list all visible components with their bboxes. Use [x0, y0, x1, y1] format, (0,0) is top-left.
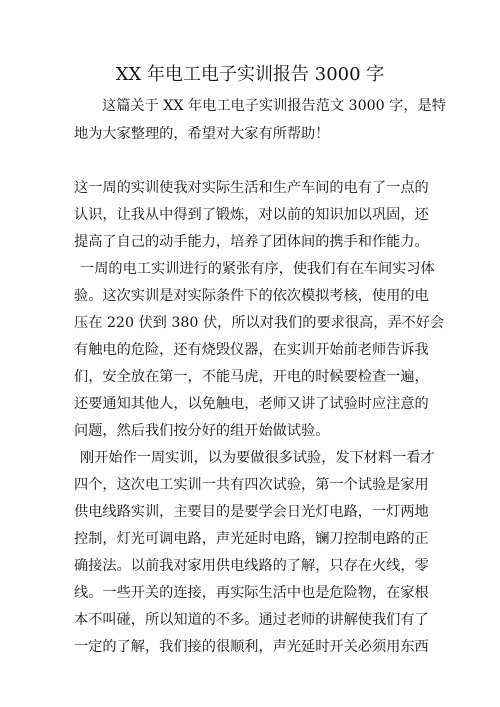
- body-line: 一定的了解，我们接的很顺利，声光延时开关必须用东西: [74, 639, 429, 655]
- body-line: 提高了自己的动手能力，培养了团体间的携手和作能力。: [74, 234, 429, 250]
- body-line: 们，安全放在第一，不能马虎，开电的时候要检查一遍，: [74, 369, 429, 385]
- body-line: 这一周的实训使我对实际生活和生产车间的电有了一点的: [74, 180, 429, 196]
- page-title: XX 年电工电子实训报告 3000 字: [115, 64, 385, 85]
- intro-line: 地为大家整理的，希望对大家有所帮助！: [74, 126, 330, 142]
- body-line: 四个，这次电工实训一共有四次试验，第一个试验是家用: [74, 477, 429, 493]
- body-line: 供电线路实训，主要目的是要学会日光灯电路，一灯两地: [74, 504, 429, 520]
- body-line: 确接法。以前我对家用供电线路的了解，只存在火线，零: [74, 558, 429, 574]
- body-line: 有触电的危险，还有烧毁仪器，在实训开始前老师告诉我: [74, 342, 429, 358]
- body-line: 认识，让我从中得到了锻炼，对以前的知识加以巩固，还: [74, 207, 429, 223]
- body-line: 压在 220 伏到 380 伏，所以对我们的要求很高，弄不好会: [74, 315, 445, 331]
- body-line: 问题，然后我们按分好的组开始做试验。: [74, 423, 330, 439]
- body-line: 线。一些开关的连接，再实际生活中也是危险物，在家根: [74, 585, 429, 601]
- body-line: 控制，灯光可调电路，声光延时电路，镧刀控制电路的正: [74, 531, 429, 547]
- body-line: 刚开始作一周实训，以为要做很多试验，发下材料一看才: [80, 450, 435, 466]
- body-line: 一周的电工实训进行的紧张有序，使我们有在车间实习体: [80, 261, 435, 277]
- body-line: 本不叫碰，所以知道的不多。通过老师的讲解使我们有了: [74, 612, 429, 628]
- intro-line: 这篇关于 XX 年电工电子实训报告范文 3000 字，是特: [102, 98, 446, 114]
- body-line: 还要通知其他人，以免触电，老师又讲了试验时应注意的: [74, 396, 429, 412]
- body-line: 验。这次实训是对实际条件下的依次模拟考核，使用的电: [74, 288, 429, 304]
